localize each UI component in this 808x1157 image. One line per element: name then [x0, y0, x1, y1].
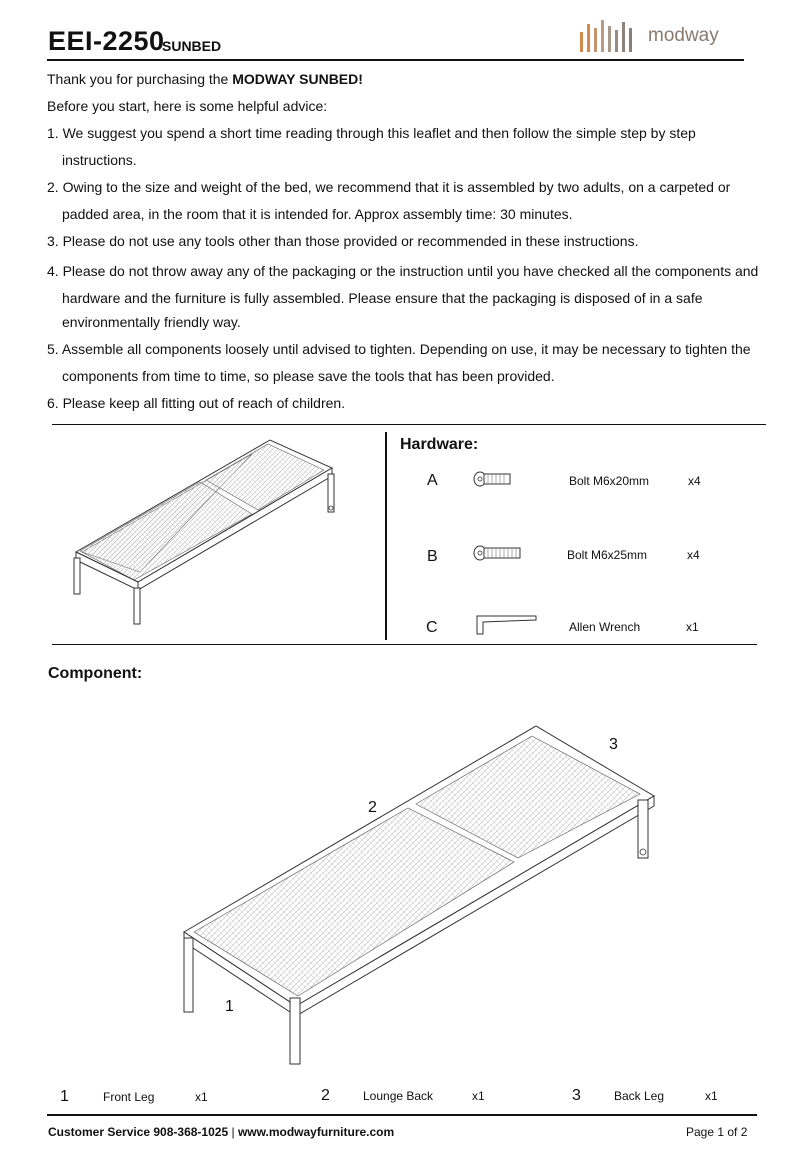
part-qty-2: x1 [472, 1089, 485, 1103]
hardware-divider [385, 432, 387, 640]
footer-contact [48, 1125, 394, 1139]
customer-service: Customer Service 908-368-1025 [48, 1125, 229, 1139]
allen-wrench-icon [474, 614, 544, 638]
part-name-2: Lounge Back [363, 1089, 434, 1103]
instruction-3: 3. Please do not use any tools other than those provided or recommended in these instructions. [47, 233, 639, 249]
thanks-prefix: Thank you for purchasing the [47, 71, 233, 87]
assembled-sunbed-illustration [60, 432, 360, 632]
bolt-short-icon [472, 470, 522, 490]
hardware-top-rule [52, 424, 766, 425]
model-code: EEI-2250 [48, 26, 165, 56]
hardware-desc-c: Allen Wrench [569, 620, 641, 634]
part-qty-3: x1 [705, 1089, 718, 1103]
component-title: Component: [48, 665, 143, 682]
hardware-qty-c: x1 [686, 620, 699, 634]
bolt-long-icon [472, 544, 532, 564]
footer-rule [47, 1114, 757, 1116]
part-name-1: Front Leg [103, 1090, 155, 1104]
part-num-2: 2 [321, 1087, 330, 1104]
website-link[interactable]: www.modwayfurniture.com [237, 1125, 395, 1139]
thanks-product: MODWAY SUNBED [232, 71, 359, 87]
part-num-3: 3 [572, 1087, 581, 1104]
hardware-qty-a: x4 [688, 474, 701, 488]
instruction-5: 5. Assemble all components loosely until advised to tighten. Depending on use, it may be necessary to tighten the [47, 341, 751, 357]
hardware-desc-a: Bolt M6x20mm [569, 474, 650, 488]
hardware-letter-c: C [426, 619, 438, 636]
instruction-6: 6. Please keep all fitting out of reach of children. [47, 395, 346, 411]
brand-name: modway [648, 25, 719, 46]
exploded-sunbed-illustration [176, 720, 676, 1080]
thanks-line [47, 71, 363, 87]
part-num-1: 1 [60, 1088, 69, 1105]
instruction-1-cont: instructions. [62, 152, 137, 168]
footer-separator: | [231, 1125, 235, 1139]
callout-1: 1 [225, 998, 234, 1015]
thanks-suffix: ! [358, 71, 363, 87]
page-number: Page 1 of 2 [686, 1125, 748, 1139]
part-name-3: Back Leg [614, 1089, 665, 1103]
instruction-1: 1. We suggest you spend a short time reading through this leaflet and then follow the simple step by step [47, 125, 696, 141]
part-qty-1: x1 [195, 1090, 208, 1104]
instruction-4-cont2: environmentally friendly way. [62, 314, 241, 330]
hardware-letter-a: A [427, 472, 438, 489]
hardware-title: Hardware: [400, 436, 479, 453]
instruction-2: 2. Owing to the size and weight of the bed, we recommend that it is assembled by two adults, on a carpeted or [47, 179, 731, 195]
hardware-letter-b: B [427, 548, 438, 565]
callout-3: 3 [609, 736, 618, 753]
instruction-2-cont: padded area, in the room that it is intended for. Approx assembly time: 30 minutes. [62, 206, 573, 222]
instruction-4-cont: hardware and the furniture is fully assembled. Please ensure that the packaging is disposed of in a safe [62, 290, 703, 306]
hardware-qty-b: x4 [687, 548, 700, 562]
instruction-5-cont: components from time to time, so please save the tools that has been provided. [62, 368, 555, 384]
hardware-desc-b: Bolt M6x25mm [567, 548, 648, 562]
hardware-bottom-rule [52, 644, 757, 645]
instruction-4: 4. Please do not throw away any of the packaging or the instruction until you have checked all the components and [47, 263, 759, 279]
advice-line: Before you start, here is some helpful advice: [47, 98, 328, 114]
header-rule [47, 59, 744, 61]
product-name: SUNBED [162, 38, 222, 54]
callout-2: 2 [368, 799, 377, 816]
